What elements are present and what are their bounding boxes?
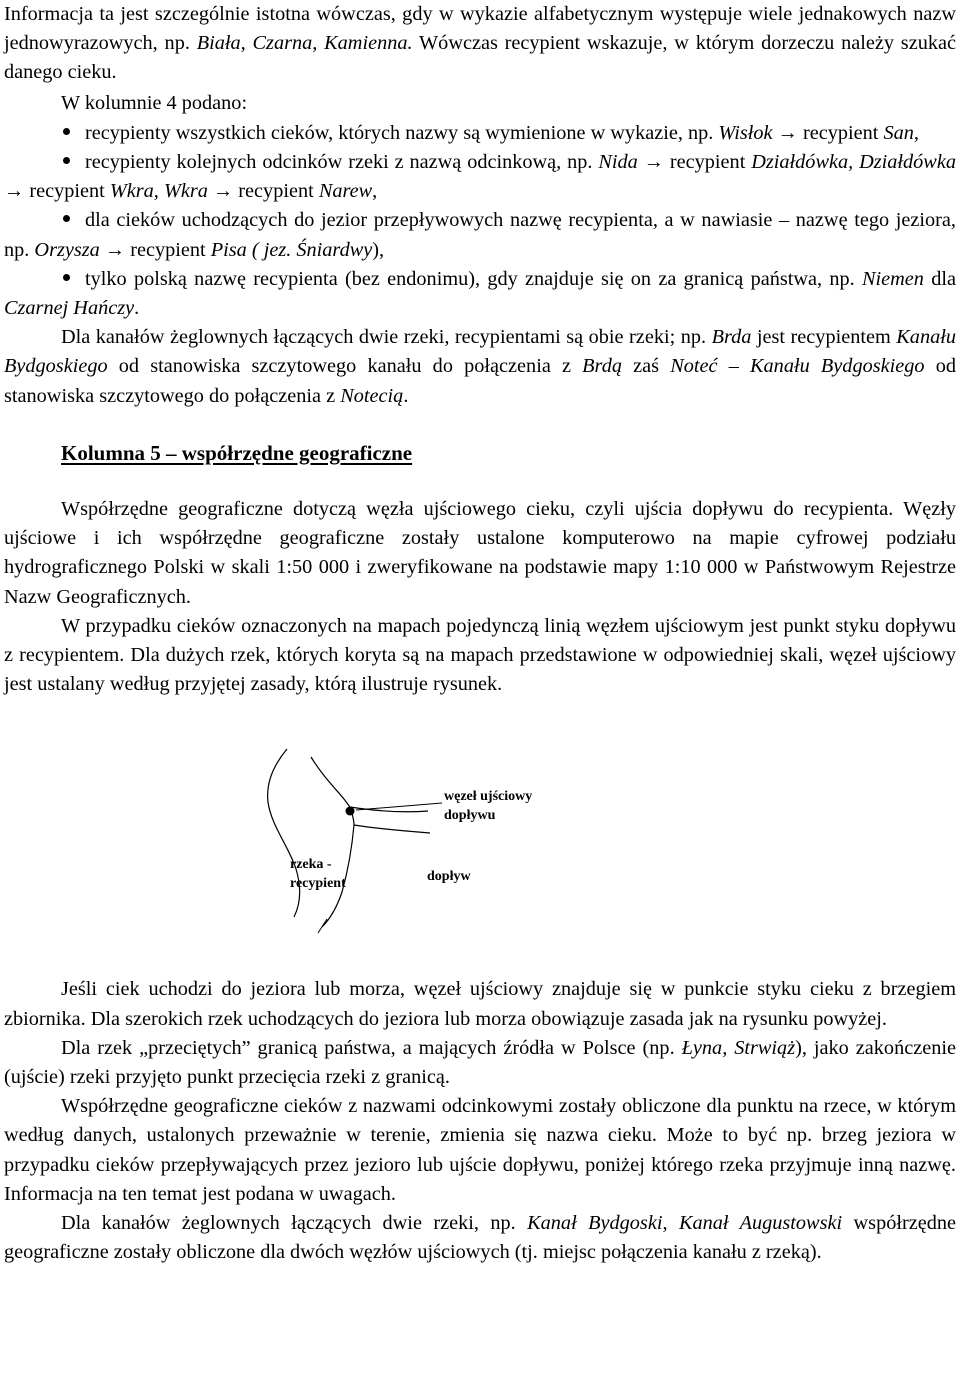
mouth-node-dot [346,807,355,816]
paragraph-column4: W kolumnie 4 podano: [61,91,248,114]
section-heading: Kolumna 5 – współrzędne geograficzne [61,440,413,465]
bullet-icon [61,119,85,148]
example-names: Biała, Czarna, Kamienna. [196,32,413,55]
node-leader-line [356,803,442,810]
document-page [4,0,956,1268]
paragraph-coordinates: Współrzędne geograficzne dotyczą węzła ujściowego cieku, czyli ujścia dopływu do recypienta. Węzły ujściowe i ich współrzędne geograficzne zostały ustalone komputerowo na mapie cyfrowej podziału hydrograficznego Polski w skali 1:50 000 i zweryfikowane na podstawie mapy 1:10 000 w Państwowym Rejestrze Nazw Geograficznych. [4,498,956,608]
river-bank-right [311,757,354,927]
paragraph-segments: Współrzędne geograficzne cieków z nazwami odcinkowymi zostały obliczone dla punktu na rzece, w którym według danych, ustalonych przeważnie w terenie, zmienia się nazwa cieku. Może to być np. brzeg jeziora w przypadku cieków przepływających przez jezioro lub ujście dopływu, poniżej którego rzeka przyjmuje inną nazwę. Informacja na ten temat jest podana w uwagach. [4,1095,956,1205]
tributary-label: dopływ [427,869,471,885]
node-label: węzeł ujściowy dopływu [444,789,533,824]
list-item: recypienty wszystkich cieków, których nazwy są wymienione w wykazie, np. Wisłok → recypient San, [4,119,956,148]
paragraph-canal-nodes: Dla kanałów żeglownych łączących dwie rzeki, np. Kanał Bydgoski, Kanał Augustowski współrzędne geograficzne zostały obliczone dla dwóch węzłów ujściowych (tj. miejsc połączenia kanału z rzeką). [4,1212,957,1264]
list-item: tylko polską nazwę recypienta (bez endonimu), gdy znajduje się on za granicą państwa, np. Niemen dla Czarnej Hańczy. [4,265,956,323]
paragraph-intro: Informacja ta jest szczególnie istotna wówczas, gdy w wykazie alfabetycznym występuje wiele jednakowych nazw jednowyrazowych, np. Biała, Czarna, Kamienna. Wówczas recypient wskazuje, w którym dorzeczu należy szukać danego cieku. [4,3,956,84]
paragraph-single-line: W przypadku cieków oznaczonych na mapach pojedynczą linią węzłem ujściowym jest punkt styku dopływu z recypientem. Dla dużych rzek, których koryta są na mapach przedstawione w odpowiedniej skali, węzeł ujściowy jest ustalany według przyjętej zasady, którą ilustruje rysunek. [4,614,956,696]
river-tick [318,919,327,933]
river-label: rzeka - recypient [290,857,346,892]
paragraph-border: Dla rzek „przeciętych” granicą państwa, a mających źródła w Polsce (np. Łyna, Strwiąż), jako zakończenie (ujście) rzeki przyjęto punkt przecięcia rzeki z granicą. [4,1036,956,1089]
list-item: dla cieków uchodzących do jezior przepływowych nazwę recypienta, a w nawiasie – nazwę tego jeziora, np. Orzysza → recypient Pisa ( jez. Śniardwy), [4,206,956,264]
paragraph-canals: Dla kanałów żeglownych łączących dwie rzeki, recypientami są obie rzeki; np. Brda jest recypientem Kanału Bydgoskiego od stanowiska szczytowego kanału do połączenia z Brdą zaś Noteć – Kanału Bydgoskiego od stanowiska szczytowego do połączenia z Notecią. [4,326,957,407]
river-diagram [4,747,956,947]
tributary-bank-lower [354,825,430,833]
bullet-icon [61,265,85,294]
list-item: recypienty kolejnych odcinków rzeki z nazwą odcinkową, np. Nida → recypient Działdówka, Działdówka → recypient Wkra, Wkra → recypient Narew, [4,148,956,206]
bullet-icon [61,206,85,235]
mouth-node-figure [4,747,956,947]
bullet-icon [61,148,85,177]
paragraph-lake: Jeśli ciek uchodzi do jeziora lub morza, węzeł ujściowy znajduje się w punkcie styku cieku z brzegiem zbiornika. Dla szerokich rzek uchodzących do jeziora lub morza obowiązuje zasada jak na rysunku powyżej. [4,978,956,1030]
